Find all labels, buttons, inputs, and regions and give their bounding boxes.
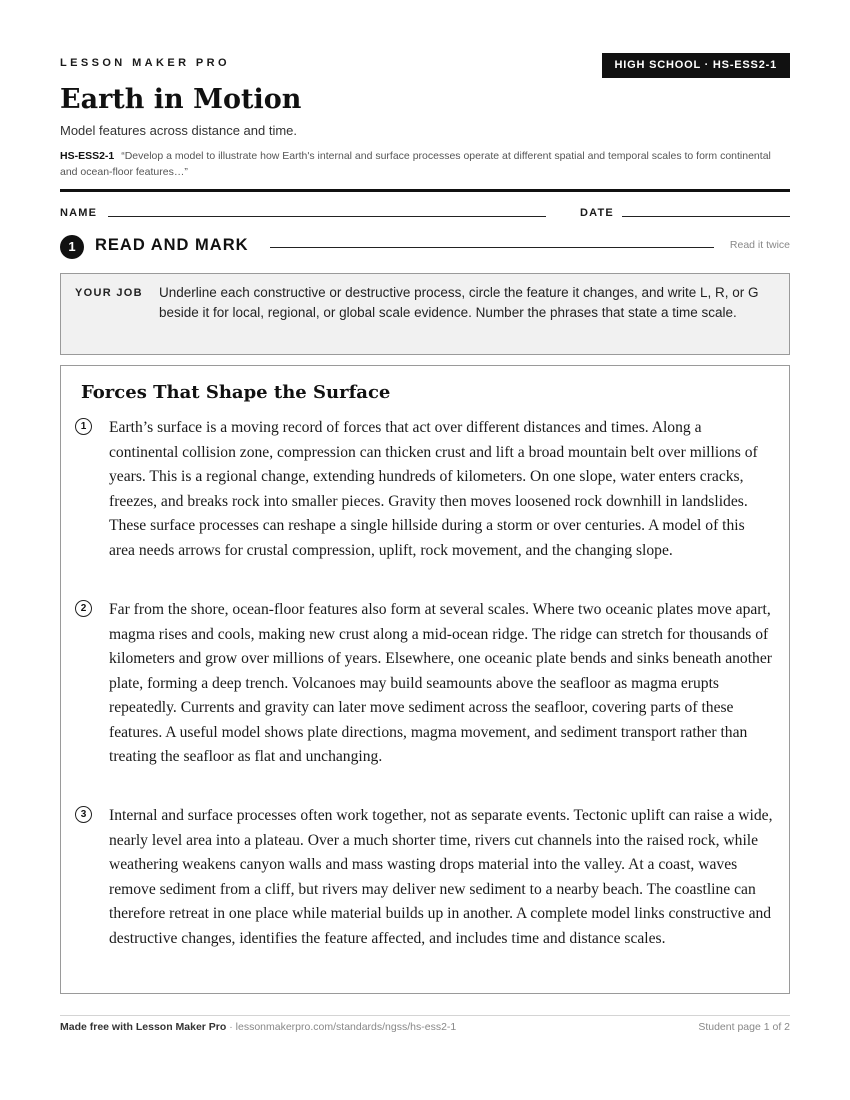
footer-made-with: Made free with Lesson Maker Pro [60,1021,227,1033]
paragraph-text: Earth’s surface is a moving record of forces that act over different distances and times. Along a continental collision zone, compression can thicken crust and lift a broad mountain belt over millions of years. This is a regional change, extending hundreds of kilometers. On one slope, water enters cracks, freezes, and breaks rock into smaller pieces. Gravity then moves loosened rock downhill in landslides. These surface processes can reshape a single hillside during a storm or over centuries. A model of this area needs arrows for crustal compression, uplift, rock movement, and the changing slope. [109,419,758,559]
standard-code: HS-ESS2-1 [60,150,115,162]
footer-divider [60,1015,790,1016]
job-text: Underline each constructive or destructive process, circle the feature it changes, and write L, R, or G beside it for local, regional, or global scale evidence. Number the phrases that state a time scale. [159,285,759,320]
name-label: NAME [60,207,98,219]
footer-url[interactable]: lessonmakerpro.com/standards/ngss/hs-ess2-1 [235,1021,457,1033]
section-number-badge: 1 [60,235,84,259]
paragraph-number: 1 [75,418,92,435]
standard-statement [60,148,790,180]
paragraph-number: 3 [75,806,92,823]
brand-name: LESSON MAKER PRO [60,57,230,69]
job-instructions-box [60,273,790,355]
section-note: Read it twice [729,239,790,251]
date-label: DATE [580,207,614,219]
page-subtitle: Model features across distance and time. [60,123,298,138]
paragraph-number: 2 [75,600,92,617]
header-divider [60,189,790,192]
section-divider [270,247,714,248]
standard-text: “Develop a model to illustrate how Earth's internal and surface processes operate at different spatial and temporal scales to form continental and ocean-floor features…” [60,150,771,178]
paragraph-text: Internal and surface processes often work together, not as separate events. Tectonic uplift can raise a wide, nearly level area into a plateau. Over a much shorter time, rivers cut channels into the raised rock, while weathering weakens canyon walls and mass wasting drops material into the valley. At a coast, waves remove sediment from a cliff, but rivers may deliver new sediment to a nearby beach. The coastline can therefore retreat in one place while material builds up in another. A complete model links constructive and destructive changes, identifies the feature affected, and includes time and distance scales. [109,807,773,947]
grade-standard-badge: HIGH SCHOOL · HS-ESS2-1 [602,53,790,78]
reading-title: Forces That Shape the Surface [81,382,391,403]
job-label: YOUR JOB [75,287,143,299]
section-title: READ AND MARK [95,236,249,254]
footer-credit [60,1021,456,1033]
paragraph-text: Far from the shore, ocean-floor features also form at several scales. Where two oceanic plates move apart, magma rises and cools, making new crust along a mid-ocean ridge. The ridge can stretch for thousands of kilometers and grow over millions of years. Elsewhere, one oceanic plate bends and sinks beneath another plate, forming a deep trench. Volcanoes may build seamounts above the seafloor as magma erupts repeatedly. Currents and gravity can later move sediment across the seafloor, covering parts of these features. A useful model shows plate directions, magma movement, and sediment transport rather than treating the seafloor as flat and unchanging. [109,601,772,765]
page-title: Earth in Motion [60,84,302,115]
date-field[interactable] [622,216,790,217]
footer-separator: · [226,1021,236,1033]
page-indicator: Student page 1 of 2 [698,1021,790,1033]
name-field[interactable] [108,216,546,217]
reading-passage [60,365,790,994]
